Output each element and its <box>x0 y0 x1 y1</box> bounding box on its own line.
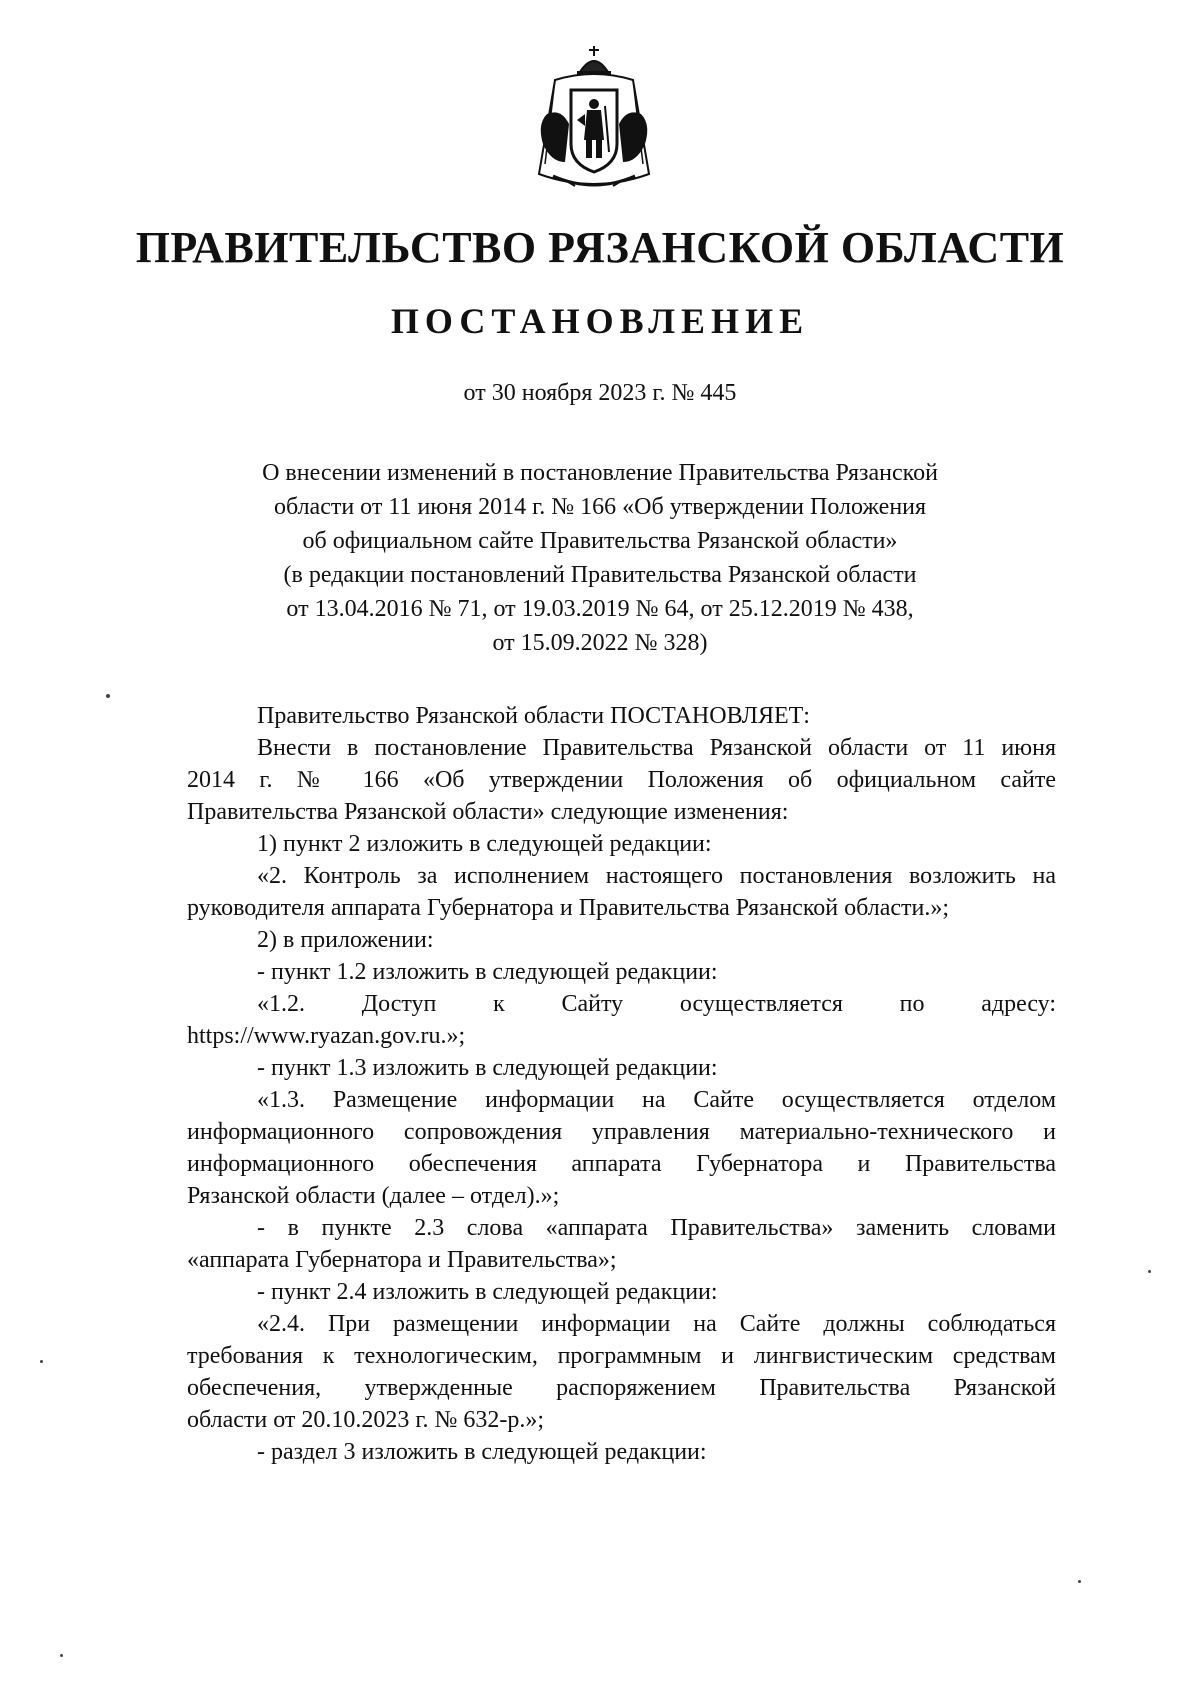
body-line: Правительства Рязанской области» следующие изменения: <box>187 799 789 825</box>
body-line: «аппарата Губернатора и Правительства»; <box>187 1247 617 1273</box>
scan-speck <box>40 1360 43 1363</box>
list-item-2: 2) в приложении: <box>257 927 434 953</box>
body-line: - в пункте 2.3 слова «аппарата Правительства» заменить словами <box>257 1215 1056 1241</box>
scan-speck <box>106 694 110 698</box>
decree-intro: Правительство Рязанской области ПОСТАНОВЛЯЕТ: <box>257 703 810 729</box>
subject-line: от 15.09.2022 № 328) <box>492 630 708 656</box>
organization-title: ПРАВИТЕЛЬСТВО РЯЗАНСКОЙ ОБЛАСТИ <box>135 223 1065 272</box>
sub-item-1-3: - пункт 1.3 изложить в следующей редакции: <box>257 1055 718 1081</box>
quote-item-2-4 <box>187 1308 1056 1436</box>
body-line: «1.3. Размещение информации на Сайте осуществляется отделом <box>257 1087 1056 1113</box>
date-number-line: от 30 ноября 2023 г. № 445 <box>463 380 737 406</box>
sub-item-1-2: - пункт 1.2 изложить в следующей редакции: <box>257 959 718 985</box>
body-line: информационного обеспечения аппарата Губернатора и Правительства <box>187 1151 1056 1177</box>
document-subject <box>180 456 1020 660</box>
scan-speck <box>1148 1270 1151 1273</box>
body-line: «1.2. Доступ к Сайту осуществляется по адресу: <box>257 991 1056 1017</box>
body-line: руководителя аппарата Губернатора и Правительства Рязанской области.»; <box>187 895 949 921</box>
subject-line: области от 11 июня 2014 г. № 166 «Об утверждении Положения <box>273 494 927 520</box>
body-line: Внести в постановление Правительства Рязанской области от 11 июня <box>257 735 1056 761</box>
body-line: обеспечения, утвержденные распоряжением Правительства Рязанской <box>187 1375 1056 1401</box>
scan-speck <box>60 1654 63 1657</box>
sub-item-2-3 <box>187 1212 1056 1276</box>
body-line: Рязанской области (далее – отдел).»; <box>187 1183 560 1209</box>
subject-line: О внесении изменений в постановление Правительства Рязанской <box>262 460 938 486</box>
body-line: информационного сопровождения управления материально-технического и <box>187 1119 1056 1145</box>
document-body <box>187 700 1056 1468</box>
scan-speck <box>1078 1580 1081 1583</box>
body-line: области от 20.10.2023 г. № 632-р.»; <box>187 1407 545 1433</box>
quote-item-1 <box>187 860 1056 924</box>
body-line: «2. Контроль за исполнением настоящего постановления возложить на <box>257 863 1056 889</box>
coat-of-arms-icon <box>525 44 663 200</box>
paragraph-amend <box>187 732 1056 828</box>
subject-line: (в редакции постановлений Правительства Рязанской области <box>283 562 917 588</box>
subject-line: от 13.04.2016 № 71, от 19.03.2019 № 64, от 25.12.2019 № 438, <box>286 596 914 622</box>
body-line: «2.4. При размещении информации на Сайте должны соблюдаться <box>257 1311 1056 1337</box>
list-item-1: 1) пункт 2 изложить в следующей редакции: <box>257 831 712 857</box>
subject-line: об официальном сайте Правительства Рязанской области» <box>302 528 898 554</box>
quote-item-1-3 <box>187 1084 1056 1212</box>
sub-item-section-3: - раздел 3 изложить в следующей редакции: <box>257 1439 707 1465</box>
quote-item-1-2 <box>187 988 1056 1052</box>
body-line: 2014 г. № 166 «Об утверждении Положения об официальном сайте <box>187 767 1056 793</box>
sub-item-2-4: - пункт 2.4 изложить в следующей редакции: <box>257 1279 718 1305</box>
document-type-title: ПОСТАНОВЛЕНИЕ <box>390 301 810 341</box>
body-line: требования к технологическим, программным и лингвистическим средствам <box>187 1343 1056 1369</box>
site-url: https://www.ryazan.gov.ru.»; <box>187 1023 466 1049</box>
